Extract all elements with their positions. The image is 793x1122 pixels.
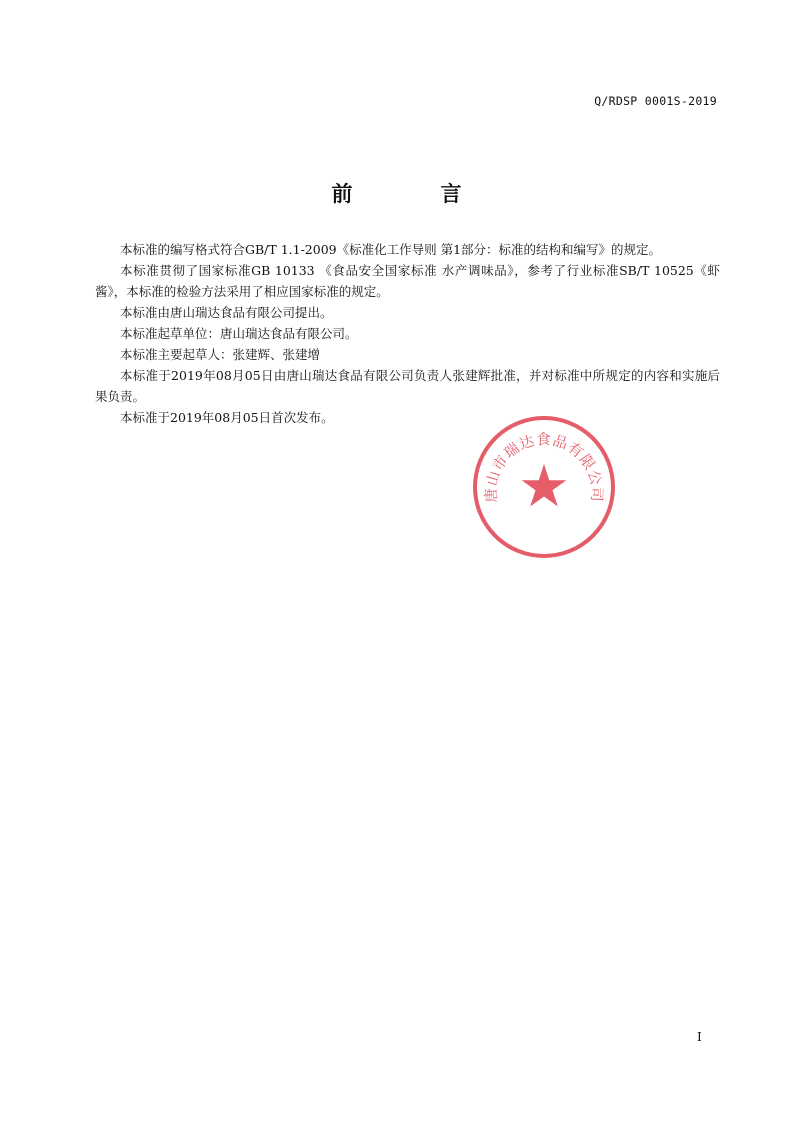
paragraph-references: 本标准贯彻了国家标准GB 10133 《食品安全国家标准 水产调味品》，参考了行业标准SB/T 10525《虾酱》，本标准的检验方法采用了相应国家标准的规定。	[95, 263, 720, 299]
title-char-2: 言	[440, 181, 462, 206]
paragraph-drafters: 本标准主要起草人：张建辉、张建增	[120, 347, 321, 362]
star-icon	[522, 464, 567, 507]
foreword-body	[95, 239, 720, 428]
page-number: I	[697, 1030, 702, 1044]
company-seal	[471, 414, 617, 560]
paragraph-format: 本标准的编写格式符合GB/T 1.1-2009《标准化工作导则 第1部分：标准的结构和编写》的规定。	[120, 242, 662, 257]
paragraph-drafting-unit: 本标准起草单位：唐山瑞达食品有限公司。	[120, 326, 358, 341]
paragraph-approval: 本标准于2019年08月05日由唐山瑞达食品有限公司负责人张建辉批准，并对标准中所规定的内容和实施后果负责。	[95, 368, 720, 404]
document-code: Q/RDSP 0001S-2019	[594, 94, 717, 108]
paragraph-release: 本标准于2019年08月05日首次发布。	[120, 410, 334, 425]
title-char-1: 前	[331, 181, 353, 206]
seal-text: 唐山市瑞达食品有限公司	[483, 432, 605, 503]
paragraph-proposer: 本标准由唐山瑞达食品有限公司提出。	[120, 305, 333, 320]
page-title	[0, 178, 793, 208]
